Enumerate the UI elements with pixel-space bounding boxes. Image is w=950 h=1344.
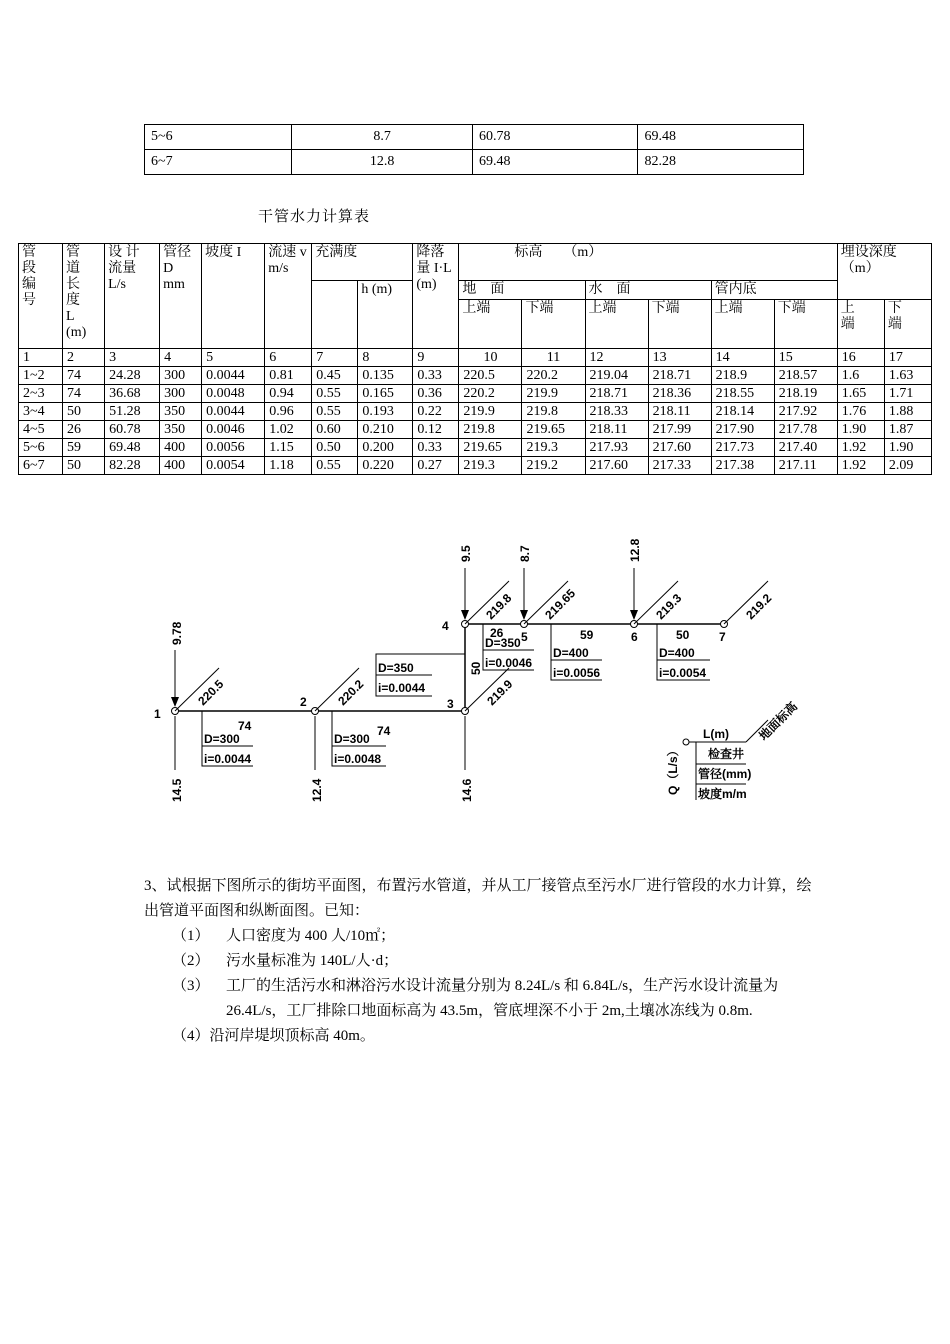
- table-cell: 400: [160, 457, 202, 475]
- table-cell: 26: [63, 421, 105, 439]
- header-cell: 坡度 I: [202, 244, 265, 349]
- column-number: 17: [884, 349, 931, 367]
- diagram-legend: [665, 699, 800, 801]
- table-row: [19, 421, 932, 439]
- table-cell: 218.55: [711, 385, 774, 403]
- header-row: [19, 244, 932, 281]
- node-label-1: 1: [154, 707, 161, 721]
- table-row: [19, 403, 932, 421]
- item-marker: （2）: [172, 953, 210, 969]
- table-cell: 0.55: [312, 385, 358, 403]
- table-cell: 218.14: [711, 403, 774, 421]
- table-cell: 219.04: [585, 367, 648, 385]
- table-cell: 0.94: [265, 385, 312, 403]
- table-cell: 69.48: [638, 125, 804, 150]
- inflow-label: 12.4: [310, 778, 324, 802]
- inflow-label: 8.7: [518, 545, 532, 562]
- table-cell: 219.3: [459, 457, 522, 475]
- table-cell: 5~6: [145, 125, 292, 150]
- table-cell: 74: [63, 367, 105, 385]
- table-cell: 0.33: [413, 367, 459, 385]
- item-marker: （1）: [172, 928, 210, 944]
- table-cell: 5~6: [19, 439, 63, 457]
- header-cell: 上端: [585, 300, 648, 349]
- table-row: [19, 385, 932, 403]
- table-cell: 219.65: [459, 439, 522, 457]
- table-cell: 0.27: [413, 457, 459, 475]
- table-cell: 1.76: [837, 403, 884, 421]
- column-number: 14: [711, 349, 774, 367]
- svg-text:D=350: D=350: [485, 636, 521, 650]
- header-cell: 管段编号: [19, 244, 63, 349]
- table-cell: 50: [63, 403, 105, 421]
- table-cell: 1.92: [837, 439, 884, 457]
- header-cell: 充满度: [312, 244, 413, 281]
- table-cell: 217.60: [585, 457, 648, 475]
- table-cell: 0.0044: [202, 367, 265, 385]
- header-cell: 上端: [711, 300, 774, 349]
- legend-diameter-label: 管径(mm): [698, 767, 752, 781]
- header-cell: 地 面: [459, 281, 585, 300]
- table-cell: 219.9: [522, 385, 585, 403]
- ground-elevation-label: 219.2: [743, 590, 775, 623]
- column-number: 10: [459, 349, 522, 367]
- table-cell: 1.15: [265, 439, 312, 457]
- item-text: 工厂的生活污水和淋浴污水设计流量分别为 8.24L/s 和 6.84L/s，生产污水设计流量为 26.4L/s，工厂排除口地面标高为 43.5m，管底埋深不小于 2m,土壤冰冻线为 0.8m.: [226, 978, 779, 1019]
- table-cell: 217.73: [711, 439, 774, 457]
- table-cell: 36.68: [105, 385, 160, 403]
- table-cell: 60.78: [472, 125, 638, 150]
- svg-text:i=0.0046: i=0.0046: [485, 656, 533, 670]
- segment-length-label: 59: [580, 628, 594, 642]
- sewer-network-diagram: [150, 530, 801, 810]
- column-number: 11: [522, 349, 585, 367]
- inflow-arrow: [171, 650, 179, 707]
- table-cell: 218.71: [648, 367, 711, 385]
- table-cell: 69.48: [105, 439, 160, 457]
- table-cell: 217.90: [711, 421, 774, 439]
- table-cell: 219.3: [522, 439, 585, 457]
- header-cell: 下端: [648, 300, 711, 349]
- column-number: 3: [105, 349, 160, 367]
- header-cell: 管内底: [711, 281, 837, 300]
- table-cell: 350: [160, 421, 202, 439]
- segment-length-label: 74: [377, 724, 391, 738]
- table-cell: 0.55: [312, 403, 358, 421]
- table-title: 干管水力计算表: [258, 209, 371, 225]
- segment-length-label: 26: [490, 626, 504, 640]
- inflow-label: 12.8: [628, 538, 642, 562]
- column-number: 15: [774, 349, 837, 367]
- table-cell: 219.65: [522, 421, 585, 439]
- header-cell: 降落量 I·L (m): [413, 244, 459, 349]
- table-cell: 0.0054: [202, 457, 265, 475]
- table-row: [19, 457, 932, 475]
- table-cell: 1.87: [884, 421, 931, 439]
- hydraulic-calc-table: [18, 243, 932, 475]
- segment-length-label: 50: [469, 661, 483, 675]
- table-row: [145, 150, 804, 175]
- ground-elevation-label: 220.2: [335, 676, 367, 709]
- legend-manhole-label: 检查井: [708, 747, 745, 761]
- svg-text:D=350: D=350: [378, 661, 414, 675]
- table-cell: 217.99: [648, 421, 711, 439]
- header-cell: 设 计 流量 L/s: [105, 244, 160, 349]
- problem-item: [144, 949, 814, 974]
- node-label-7: 7: [719, 630, 726, 644]
- header-cell: 下端: [522, 300, 585, 349]
- table-cell: 218.11: [648, 403, 711, 421]
- table-row: [19, 439, 932, 457]
- inflow-label: 9.5: [459, 545, 473, 562]
- segment-spec-3-4: [376, 654, 465, 696]
- node-label-2: 2: [300, 695, 307, 709]
- inflow-arrow: [520, 568, 528, 620]
- svg-text:i=0.0054: i=0.0054: [659, 666, 707, 680]
- ground-elevation-label: 220.5: [195, 676, 227, 709]
- column-number: 2: [63, 349, 105, 367]
- table-cell: 1.18: [265, 457, 312, 475]
- table-cell: 2.09: [884, 457, 931, 475]
- table-cell: 82.28: [105, 457, 160, 475]
- table-cell: 0.165: [358, 385, 413, 403]
- header-cell: 水 面: [585, 281, 711, 300]
- ground-elevation-label: 219.8: [483, 590, 515, 623]
- segment-length-label: 50: [676, 628, 690, 642]
- table-cell: 217.33: [648, 457, 711, 475]
- svg-text:D=400: D=400: [659, 646, 695, 660]
- column-number: 12: [585, 349, 648, 367]
- legend-slope-label: 坡度m/m: [698, 787, 747, 801]
- table-cell: 220.2: [522, 367, 585, 385]
- header-cell: 上端: [459, 300, 522, 349]
- table-cell: 300: [160, 367, 202, 385]
- svg-text:i=0.0048: i=0.0048: [334, 752, 382, 766]
- header-cell: 上端: [837, 300, 884, 349]
- table-cell: 12.8: [292, 150, 473, 175]
- header-cell: 标高 （m）: [459, 244, 837, 281]
- table-cell: 0.0056: [202, 439, 265, 457]
- table-cell: 6~7: [19, 457, 63, 475]
- table-cell: 0.45: [312, 367, 358, 385]
- table-cell: 218.11: [585, 421, 648, 439]
- problem-item: [144, 924, 814, 949]
- table-cell: 217.92: [774, 403, 837, 421]
- table-cell: 218.9: [711, 367, 774, 385]
- svg-text:D=300: D=300: [204, 732, 240, 746]
- segment-length-label: 74: [238, 719, 252, 733]
- ground-elevation-label: 219.9: [484, 676, 516, 709]
- node-label-3: 3: [447, 697, 454, 711]
- table-cell: 0.60: [312, 421, 358, 439]
- column-number: 5: [202, 349, 265, 367]
- table-cell: 3~4: [19, 403, 63, 421]
- table-cell: 0.33: [413, 439, 459, 457]
- ground-elevation-label: 219.3: [653, 590, 685, 623]
- inflow-label: 14.6: [460, 778, 474, 802]
- table-cell: 1~2: [19, 367, 63, 385]
- table-cell: 0.36: [413, 385, 459, 403]
- table-cell: 1.71: [884, 385, 931, 403]
- legend-length-label: L(m): [703, 727, 729, 741]
- table-cell: 219.2: [522, 457, 585, 475]
- table-cell: 4~5: [19, 421, 63, 439]
- table-cell: 1.65: [837, 385, 884, 403]
- column-number: 1: [19, 349, 63, 367]
- table-cell: 0.0046: [202, 421, 265, 439]
- header-cell: 管道长度L (m): [63, 244, 105, 349]
- table-cell: 220.5: [459, 367, 522, 385]
- problem-item: [144, 974, 814, 1024]
- table-cell: 219.8: [522, 403, 585, 421]
- table-cell: 60.78: [105, 421, 160, 439]
- segment-spec-5-6: [551, 624, 602, 680]
- segment-spec-2-3: [332, 711, 386, 766]
- table-cell: 1.6: [837, 367, 884, 385]
- svg-text:i=0.0056: i=0.0056: [553, 666, 601, 680]
- table-cell: 1.02: [265, 421, 312, 439]
- table-cell: 1.92: [837, 457, 884, 475]
- table-row: [145, 125, 804, 150]
- node-label-4: 4: [442, 619, 449, 633]
- table-cell: 0.135: [358, 367, 413, 385]
- table-cell: 0.12: [413, 421, 459, 439]
- problem-statement: [144, 874, 814, 1049]
- table-cell: 0.96: [265, 403, 312, 421]
- table-cell: 0.200: [358, 439, 413, 457]
- table-cell: 24.28: [105, 367, 160, 385]
- table-cell: 0.0048: [202, 385, 265, 403]
- table-cell: 8.7: [292, 125, 473, 150]
- table-cell: 217.38: [711, 457, 774, 475]
- column-number: 9: [413, 349, 459, 367]
- table-cell: 1.88: [884, 403, 931, 421]
- table-cell: 300: [160, 385, 202, 403]
- table-cell: 220.2: [459, 385, 522, 403]
- inflow-arrow: [630, 568, 638, 620]
- table-cell: 1.90: [884, 439, 931, 457]
- table-cell: 218.71: [585, 385, 648, 403]
- column-number-row: [19, 349, 932, 367]
- problem-intro: 3、试根据下图所示的街坊平面图，布置污水管道，并从工厂接管点至污水厂进行管段的水力计算，绘出管道平面图和纵断面图。已知：: [144, 878, 812, 919]
- inflow-label: 9.78: [170, 621, 184, 645]
- table-cell: 217.60: [648, 439, 711, 457]
- table-cell: 0.55: [312, 457, 358, 475]
- column-number: 8: [358, 349, 413, 367]
- table-cell: 217.11: [774, 457, 837, 475]
- table-cell: 69.48: [472, 150, 638, 175]
- svg-text:D=400: D=400: [553, 646, 589, 660]
- table-cell: 2~3: [19, 385, 63, 403]
- flow-summary-table: [144, 124, 804, 175]
- item-marker: （3）: [172, 978, 210, 994]
- node-label-5: 5: [521, 630, 528, 644]
- table-cell: 0.22: [413, 403, 459, 421]
- column-number: 4: [160, 349, 202, 367]
- legend-ground-label: 地面标高: [756, 699, 801, 744]
- item-text: 人口密度为 400 人/10㎡；: [226, 928, 396, 944]
- table-cell: 1.63: [884, 367, 931, 385]
- table-cell: 50: [63, 457, 105, 475]
- svg-text:D=300: D=300: [334, 732, 370, 746]
- node-label-6: 6: [631, 630, 638, 644]
- problem-item-4: （4）沿河岸堤坝顶标高 40m。: [172, 1028, 375, 1044]
- table-cell: 350: [160, 403, 202, 421]
- column-number: 16: [837, 349, 884, 367]
- table-cell: 218.33: [585, 403, 648, 421]
- table-cell: 0.0044: [202, 403, 265, 421]
- column-number: 6: [265, 349, 312, 367]
- svg-text:i=0.0044: i=0.0044: [204, 752, 252, 766]
- table-cell: 0.193: [358, 403, 413, 421]
- table-cell: 51.28: [105, 403, 160, 421]
- header-cell: 下端: [774, 300, 837, 349]
- header-cell: 流速 v m/s: [265, 244, 312, 349]
- table-cell: 6~7: [145, 150, 292, 175]
- table-cell: 217.40: [774, 439, 837, 457]
- table-cell: 59: [63, 439, 105, 457]
- table-cell: 219.8: [459, 421, 522, 439]
- table-cell: 0.50: [312, 439, 358, 457]
- table-cell: 74: [63, 385, 105, 403]
- table-cell: 0.210: [358, 421, 413, 439]
- table-cell: 217.93: [585, 439, 648, 457]
- svg-text:i=0.0044: i=0.0044: [378, 681, 426, 695]
- header-cell: [312, 281, 358, 349]
- table-cell: 1.90: [837, 421, 884, 439]
- legend-flow-label: Q（L/s）: [666, 744, 680, 795]
- column-number: 7: [312, 349, 358, 367]
- table-cell: 0.220: [358, 457, 413, 475]
- table-cell: 218.57: [774, 367, 837, 385]
- header-cell: 埋设深度（m）: [837, 244, 931, 300]
- table-cell: 0.81: [265, 367, 312, 385]
- table-cell: 400: [160, 439, 202, 457]
- ground-elevation-label: 219.65: [542, 586, 579, 623]
- table-cell: 218.36: [648, 385, 711, 403]
- table-cell: 218.19: [774, 385, 837, 403]
- inflow-arrow: [461, 568, 469, 620]
- header-cell: 管径D mm: [160, 244, 202, 349]
- inflow-label: 14.5: [170, 778, 184, 802]
- table-cell: 219.9: [459, 403, 522, 421]
- column-number: 13: [648, 349, 711, 367]
- item-text: 污水量标准为 140L/人·d；: [226, 953, 399, 969]
- table-cell: 217.78: [774, 421, 837, 439]
- table-row: [19, 367, 932, 385]
- table-cell: 82.28: [638, 150, 804, 175]
- header-cell: 下端: [884, 300, 931, 349]
- header-cell: h (m): [358, 281, 413, 349]
